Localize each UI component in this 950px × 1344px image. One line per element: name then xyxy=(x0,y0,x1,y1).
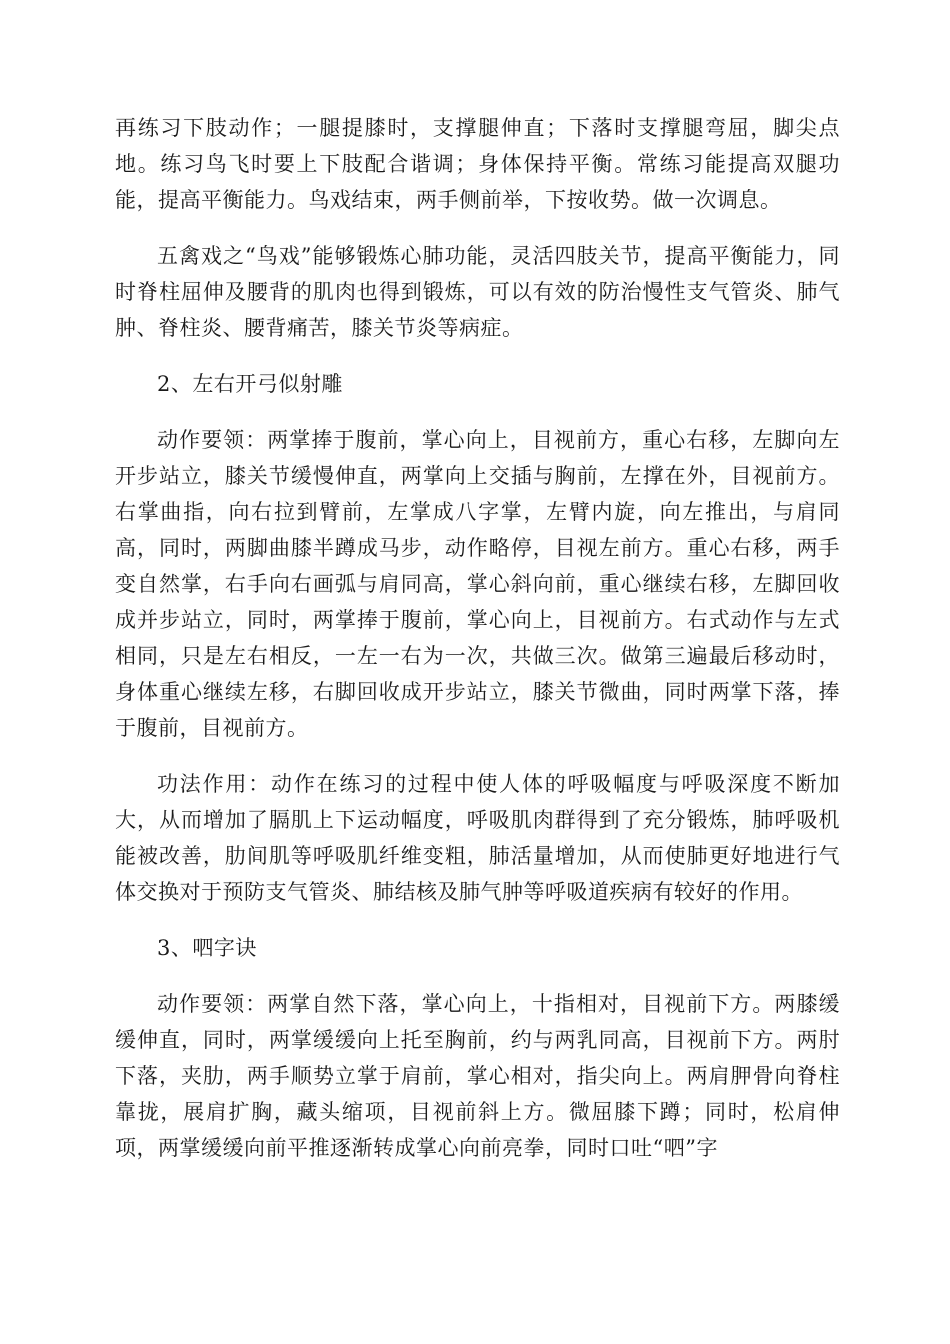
paragraph-bow-effect: 功法作用：动作在练习的过程中使人体的呼吸幅度与呼吸深度不断加大，从而增加了膈肌上下运动幅度，呼吸肌肉群得到了充分锻炼，肺呼吸机能被改善，肋间肌等呼吸肌纤维变粗，肺活量增加，从而使肺更好地进行气体交换对于预防支气管炎、肺结核及肺气肿等呼吸道疾病有较好的作用。 xyxy=(115,772,840,904)
section-heading-2: 2、左右开弓似射雕 xyxy=(157,372,343,396)
section-heading-3: 3、呬字诀 xyxy=(157,936,257,960)
paragraph-bird-exercise-legs: 再练习下肢动作；一腿提膝时，支撑腿伸直；下落时支撑腿弯屈，脚尖点地。练习鸟飞时要上下肢配合谐调；身体保持平衡。常练习能提高双腿功能，提高平衡能力。鸟戏结束，两手侧前举，下按收势。做一次调息。 xyxy=(115,116,840,212)
paragraph-bird-exercise-benefits: 五禽戏之“鸟戏”能够锻炼心肺功能，灵活四肢关节，提高平衡能力，同时脊柱屈伸及腰背的肌肉也得到锻炼，可以有效的防治慢性支气管炎、肺气肿、脊柱炎、腰背痛苦，膝关节炎等病症。 xyxy=(115,244,840,340)
paragraph-bow-movement: 动作要领：两掌捧于腹前，掌心向上，目视前方，重心右移，左脚向左开步站立，膝关节缓慢伸直，两掌向上交插与胸前，左撑在外，目视前方。右掌曲指，向右拉到臂前，左掌成八字掌，左臂内旋，向左推出，与肩同高，同时，两脚曲膝半蹲成马步，动作略停，目视左前方。重心右移，两手变自然掌，右手向右画弧与肩同高，掌心斜向前，重心继续右移，左脚回收成并步站立，同时，两掌捧于腹前，掌心向上，目视前方。右式动作与左式相同，只是左右相反，一左一右为一次，共做三次。做第三遍最后移动时，身体重心继续左移，右脚回收成开步站立，膝关节微曲，同时两掌下落，捧于腹前，目视前方。 xyxy=(115,428,840,740)
paragraph-si-movement: 动作要领：两掌自然下落，掌心向上，十指相对，目视前下方。两膝缓缓伸直，同时，两掌缓缓向上托至胸前，约与两乳同高，目视前下方。两肘下落，夹肋，两手顺势立掌于肩前，掌心相对，指尖向上。两肩胛骨向脊柱靠拢，展肩扩胸，藏头缩项，目视前斜上方。微屈膝下蹲；同时，松肩伸项，两掌缓缓向前平推逐渐转成掌心向前亮拳，同时口吐“呬”字 xyxy=(115,992,840,1160)
